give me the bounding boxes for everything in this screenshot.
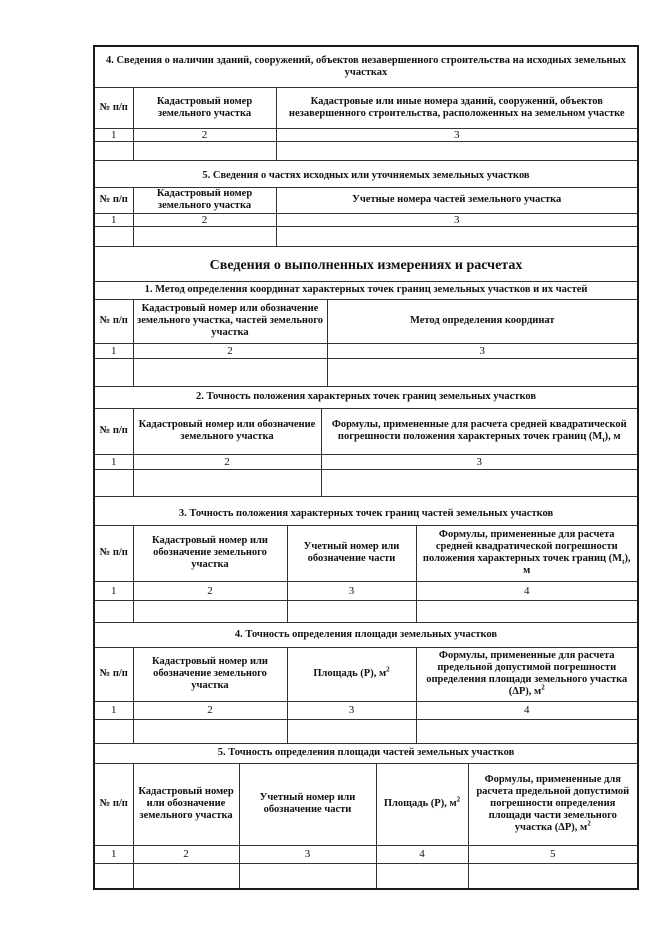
header-formula: Формулы, примененные для расчета предельной допустимой погрешности определения площади земельного участка (ΔP), $м^2$ [416, 647, 637, 701]
part-area-accuracy-table [95, 743, 637, 888]
index-cell: 2 [133, 213, 276, 226]
m5-title: 5. Точность определения площади частей земельных участков [95, 743, 637, 763]
m4-title: 4. Точность определения площади земельных участков [95, 623, 637, 647]
index-cell: 3 [321, 454, 637, 469]
index-cell: 3 [276, 213, 637, 226]
empty-cell [133, 600, 287, 622]
area-accuracy-table [95, 623, 637, 744]
section-4-title: 4. Сведения о наличии зданий, сооружений, объектов незавершенного строительства на исходных земельных участках [95, 47, 637, 87]
header-cadastral: Кадастровый номер или обозначение земельного участка [133, 408, 321, 454]
empty-cell [321, 469, 637, 496]
header-cadastral: Кадастровый номер или обозначение земельного участка [133, 763, 239, 845]
index-cell: 5 [468, 845, 637, 863]
header-num: № п/п [95, 647, 133, 701]
index-cell: 2 [133, 454, 321, 469]
index-cell: 4 [416, 581, 637, 600]
header-cadastral: Кадастровый номер или обозначение земельного участка, частей земельного участка [133, 299, 327, 343]
index-cell: 1 [95, 581, 133, 600]
empty-cell [239, 863, 376, 888]
empty-cell [133, 226, 276, 246]
m1-title: 1. Метод определения координат характерных точек границ земельных участков и их частей [95, 281, 637, 299]
header-num: № п/п [95, 299, 133, 343]
empty-cell [133, 719, 287, 743]
empty-cell [287, 600, 416, 622]
index-cell: 3 [287, 581, 416, 600]
header-num: № п/п [95, 87, 133, 128]
index-cell: 2 [133, 701, 287, 719]
index-cell: 3 [327, 343, 637, 358]
header-cadastral: Кадастровый номер земельного участка [133, 187, 276, 213]
accuracy-parts-table [95, 503, 637, 623]
section-5-title: 5. Сведения о частях исходных или уточняемых земельных участков [95, 165, 637, 187]
empty-cell [468, 863, 637, 888]
header-cadastral: Кадастровый номер земельного участка [133, 87, 276, 128]
empty-cell [133, 863, 239, 888]
m3-title: 3. Точность положения характерных точек границ частей земельных участков [95, 503, 637, 525]
index-cell: 2 [133, 343, 327, 358]
empty-cell [95, 863, 133, 888]
header-cadastral: Кадастровый номер или обозначение земельного участка [133, 647, 287, 701]
index-cell: 3 [287, 701, 416, 719]
header-method: Метод определения координат [327, 299, 637, 343]
empty-cell [95, 226, 133, 246]
empty-cell [276, 226, 637, 246]
header-cadastral: Кадастровый номер или обозначение земельного участка [133, 525, 287, 581]
section-5-parts-table [95, 165, 637, 247]
header-part-numbers: Учетные номера частей земельного участка [276, 187, 637, 213]
empty-cell [95, 719, 133, 743]
index-cell: 1 [95, 343, 133, 358]
index-cell: 1 [95, 128, 133, 141]
accuracy-points-table [95, 386, 637, 497]
header-formula: Формулы, примененные для расчета средней квадратической погрешности положения характерных точек границ $(М_t)$, м [321, 408, 637, 454]
header-formula: Формулы, примененные для расчета средней квадратической погрешности положения характерных точек границ $(М_t)$, м [416, 525, 637, 581]
index-cell: 1 [95, 845, 133, 863]
index-cell: 1 [95, 213, 133, 226]
index-cell: 3 [276, 128, 637, 141]
header-area: Площадь (P), $м^2$ [376, 763, 468, 845]
empty-cell [133, 141, 276, 160]
section-4-buildings-table [95, 47, 637, 161]
index-cell: 4 [416, 701, 637, 719]
empty-cell [95, 469, 133, 496]
header-num: № п/п [95, 408, 133, 454]
index-cell: 1 [95, 454, 133, 469]
header-part: Учетный номер или обозначение части [239, 763, 376, 845]
empty-cell [133, 358, 327, 386]
empty-cell [133, 469, 321, 496]
empty-cell [95, 141, 133, 160]
index-cell: 2 [133, 128, 276, 141]
header-area: Площадь (P), $м^2$ [287, 647, 416, 701]
header-formula: Формулы, примененные для расчета предельной допустимой погрешности определения площади части земельного участка (ΔP), $м^2$ [468, 763, 637, 845]
index-cell: 4 [376, 845, 468, 863]
header-num: № п/п [95, 763, 133, 845]
empty-cell [376, 863, 468, 888]
empty-cell [287, 719, 416, 743]
m2-title: 2. Точность положения характерных точек границ земельных участков [95, 386, 637, 408]
empty-cell [276, 141, 637, 160]
document-page [93, 45, 639, 890]
header-part: Учетный номер или обозначение части [287, 525, 416, 581]
index-cell: 2 [133, 581, 287, 600]
method-table [95, 251, 637, 387]
index-cell: 3 [239, 845, 376, 863]
index-cell: 1 [95, 701, 133, 719]
empty-cell [95, 358, 133, 386]
header-num: № п/п [95, 525, 133, 581]
header-other-numbers: Кадастровые или иные номера зданий, сооружений, объектов незавершенного строительства, расположенных на земельном участке [276, 87, 637, 128]
empty-cell [327, 358, 637, 386]
measurements-heading: Сведения о выполненных измерениях и расчетах [95, 251, 637, 281]
header-num: № п/п [95, 187, 133, 213]
index-cell: 2 [133, 845, 239, 863]
empty-cell [95, 600, 133, 622]
empty-cell [416, 719, 637, 743]
empty-cell [416, 600, 637, 622]
